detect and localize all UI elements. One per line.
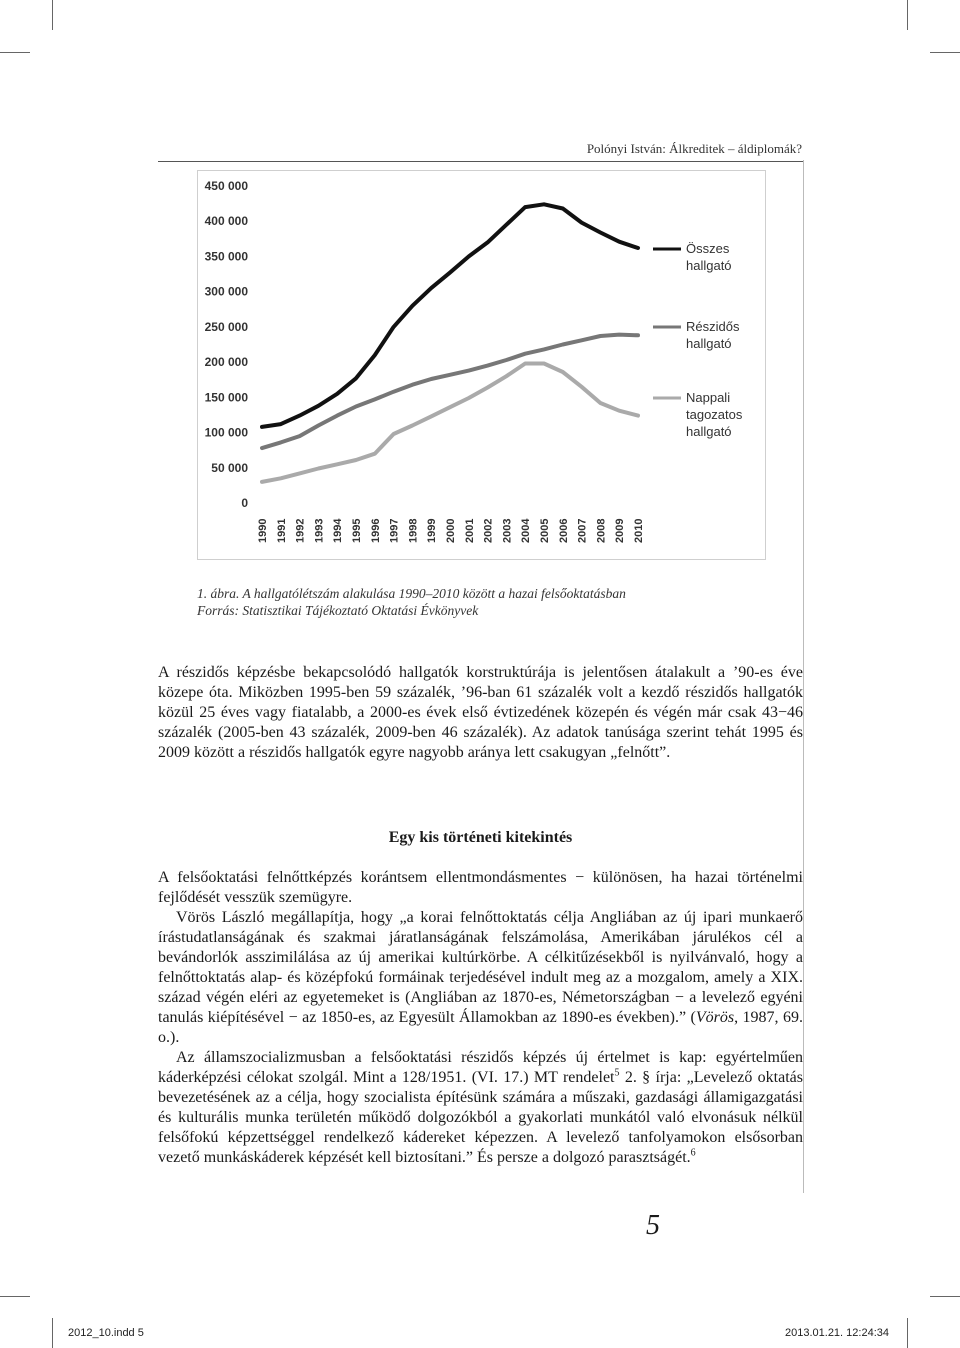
section-heading: Egy kis történeti kitekintés [388, 829, 573, 846]
x-tick-label: 2000 [445, 518, 457, 543]
crop-mark [52, 1318, 53, 1348]
x-tick-label: 2006 [557, 518, 570, 543]
y-tick-label: 100 000 [204, 425, 248, 440]
x-tick-label: 1998 [407, 518, 420, 543]
legend-label: hallgató [686, 258, 732, 273]
figure-caption [197, 585, 797, 619]
y-tick-label: 350 000 [204, 249, 248, 264]
x-tick-label: 1993 [313, 518, 326, 543]
paragraph-4 [158, 1048, 803, 1168]
crop-mark [907, 1318, 908, 1348]
y-tick-label: 150 000 [204, 390, 248, 405]
print-slug-file: 2012_10.indd 5 [68, 1327, 144, 1339]
x-tick-label: 1992 [294, 518, 307, 543]
x-tick-label: 1999 [426, 518, 439, 543]
x-tick-label: 2008 [595, 518, 608, 543]
y-tick-label: 300 000 [204, 284, 248, 299]
legend-label: Nappali [686, 390, 731, 405]
y-tick-label: 250 000 [204, 319, 248, 334]
line-chart [198, 171, 765, 559]
cited-author: Vörös [695, 1009, 735, 1026]
paragraph-3 [158, 908, 803, 1048]
paragraph-3-text: Vörös László megállapítja, hogy „a korai felnőttoktatás célja Angliában az új ipari munkaerő írástudatlanságának és szakmai járatlanságának felszámolása, Amerikában járulékos cél a bevándorlók asszimilálása az új amerikai kultúrkörbe. A célkitűzésekből is nyilvánvaló, hogy a felnőttoktatás alap- és középfokú formáinak terjedésével indult meg az a mozgalom, amely a XIX. század végén eléri az egyetemeket is (Angliában az 1870-es, Németországban − a levelező egyéni tanulás kiépítésével − az 1850-es, az Egyesült Államokban az 1890-es években).” ( [158, 909, 803, 1026]
x-tick-label: 1996 [369, 518, 382, 543]
x-tick-label: 1994 [332, 518, 345, 543]
paragraph-4-text: Az államszocializmusban a felsőoktatási részidős képzés új értelmet is kap: egyértelműen káderképzési célokat szolgál. Mint a 128/1951. (VI. 17.) MT rendelet [158, 1049, 803, 1086]
crop-mark [930, 1296, 960, 1297]
header-rule [158, 161, 803, 162]
y-tick-label: 200 000 [204, 355, 248, 370]
footnote-ref: 6 [690, 1147, 696, 1159]
y-tick-label: 50 000 [211, 460, 248, 475]
paragraph-3-end: , 1987, 69. o.). [158, 1009, 804, 1046]
running-head: Polónyi István: Álkreditek – áldiplomák? [586, 141, 802, 156]
paragraph-4-end: 2. § írja: „Levelező oktatás bevezetésének az a célja, hogy szocialista építésünk számára a műszaki, gazdasági államigazgatási és kulturális munka területén működő dolgozókból a gyakorlati munkától való elvonásuk nélkül felsőfokú képzettséggel rendelkező kádereket képezzen. A levelező tanfolyamokon elsősorban vezető munkáskáderek képzését kell biztosítani.” És persze a dolgozó parasztságét. [158, 1069, 803, 1166]
column-rule [803, 160, 804, 1193]
x-tick-label: 2003 [501, 518, 514, 543]
series-line [262, 204, 638, 427]
legend-label: Összes [686, 241, 730, 256]
caption-source: Forrás: Statisztikai Tájékoztató Oktatási Évkönyvek [197, 603, 479, 618]
paragraph-2: A felsőoktatási felnőttképzés korántsem ellentmondásmentes − különösen, ha hazai történelmi fejlődését vesszük szemügyre. [158, 869, 803, 906]
series-line [262, 335, 638, 449]
crop-mark [0, 52, 30, 53]
x-tick-label: 1991 [275, 518, 288, 543]
legend-label: Részidős [686, 319, 740, 334]
x-tick-label: 2001 [463, 518, 476, 543]
x-tick-label: 1995 [351, 518, 363, 543]
x-tick-label: 2010 [633, 518, 645, 543]
crop-mark [930, 52, 960, 53]
page-number: 5 [646, 1210, 660, 1241]
footnote-ref: 5 [614, 1067, 620, 1079]
x-tick-label: 2009 [614, 518, 627, 543]
crop-mark [0, 1296, 30, 1297]
x-tick-label: 2007 [576, 518, 589, 543]
x-tick-label: 1990 [257, 518, 269, 543]
crop-mark [907, 0, 908, 30]
legend-label: hallgató [686, 336, 732, 351]
crop-mark [52, 0, 53, 30]
x-tick-label: 2002 [482, 518, 495, 543]
legend-label: hallgató [686, 424, 732, 439]
chart-frame [197, 170, 766, 560]
x-tick-label: 2005 [539, 518, 551, 543]
y-tick-label: 450 000 [204, 179, 248, 193]
y-tick-label: 400 000 [204, 214, 248, 229]
caption-title: 1. ábra. A hallgatólétszám alakulása 1990–2010 között a hazai felsőoktatásban [197, 586, 626, 601]
x-tick-label: 2004 [520, 518, 533, 543]
legend-label: tagozatos [686, 407, 743, 422]
y-tick-label: 0 [241, 496, 248, 510]
x-tick-label: 1997 [388, 518, 401, 543]
print-slug-datetime: 2013.01.21. 12:24:34 [785, 1327, 889, 1339]
paragraph-1: A részidős képzésbe bekapcsolódó hallgatók korstruktúrája is jelentősen átalakult a ’90-es éve közepe óta. Miközben 1995-ben 59 százalék, ’96-ban 61 százalék volt a kezdő részidős hallgatók közül 25 éves vagy fiatalabb, a 2000-es évek első évtizedének közepén és végén már csak 43−46 százalék (2005-ben 43 százalék, 2009-ben 46 százalék). Az adatok tanúsága szerint tehát 1995 és 2009 között a részidős hallgatók egyre nagyobb aránya lett csakugyan „felnőtt”. [158, 664, 803, 761]
series-line [262, 364, 638, 482]
